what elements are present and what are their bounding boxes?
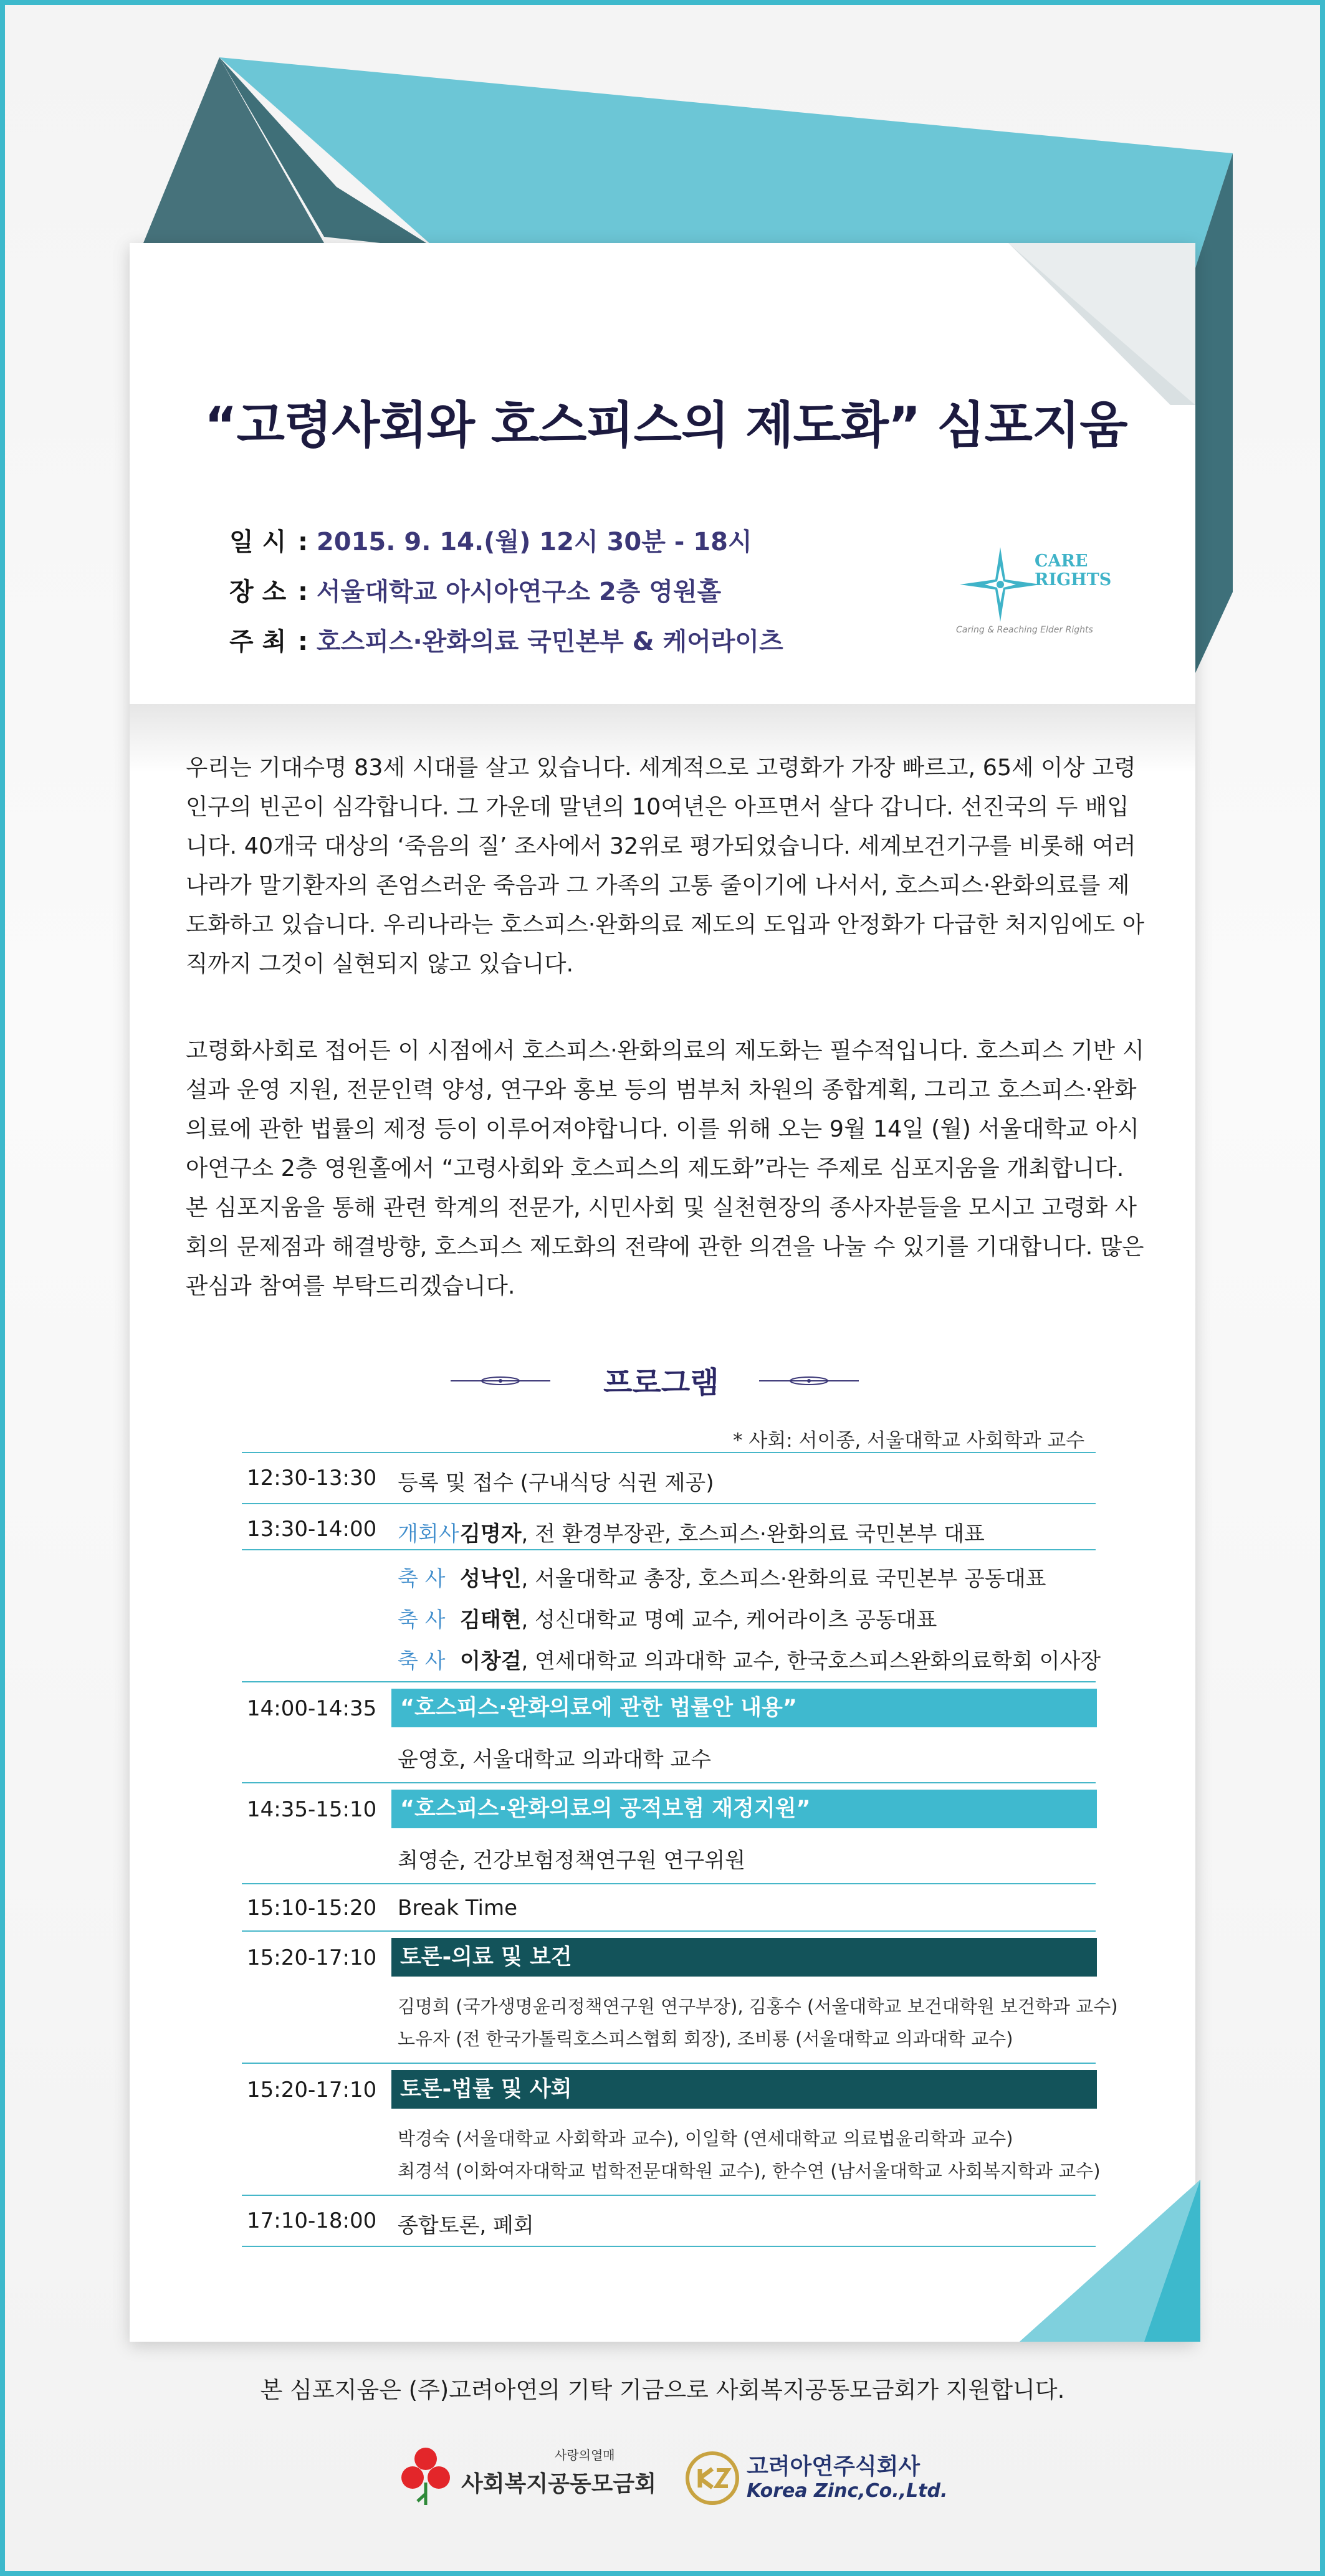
sponsor1-name: 사회복지공동모금회 [461,2471,656,2497]
schedule-row-discussion-legal [242,2064,1101,2196]
row-text: 등록 및 접수 (구내식당 식권 제공) [398,1471,714,1496]
congrats-1 [398,1562,1046,1592]
info-colon: : [298,578,317,606]
congrats-3 [398,1644,1101,1674]
congrats-name: 김태현 [460,1608,522,1633]
row-time: 14:35-15:10 [247,1797,377,1822]
opening-name: 김명자 [460,1522,522,1547]
program-heading [130,1358,1195,1402]
ornament-right-icon [759,1375,859,1387]
poster-card [130,243,1195,2342]
congrats-label: 축 사 [398,1567,446,1591]
sponsor2-english-name: Korea Zinc,Co.,Ltd. [747,2480,948,2502]
schedule-row-registration [242,1453,1096,1504]
congrats-label: 축 사 [398,1649,446,1674]
sponsor2-name: 고려아연주식회사 [747,2454,921,2479]
info-row-date [229,517,783,567]
care-rights-logo [954,541,1147,647]
session-topic-bar: “호스피스·완화의료의 공적보험 재정지원” [391,1790,1097,1828]
discussion-topic-bar: 토론-의료 및 보건 [391,1938,1097,1977]
schedule-row-discussion-medical [242,1932,1118,2064]
schedule-row-session-1 [242,1682,1096,1783]
info-colon: : [298,627,317,656]
intro-paragraph-2: 고령화사회로 접어든 이 시점에서 호스피스·완화의료의 제도화는 필수적입니다. 호스피스 기반 시설과 운영 지원, 전문인력 양성, 연구와 홍보 등의 범부처 차원의 종합계획, 그리고 호스피스·완화의료에 관한 법률의 제정 등이 이루어져야합니다. 이를 위해 오는 9월 14일 (월) 서울대학교 아시아연구소 2층 영원홀에서 “고령사회와 호스피스의 제도화”라는 주제로 심포지움을 개최합니다. 본 심포지움을 통해 관련 학계의 전문가, 시민사회 및 실천현장의 종사자분들을 모시고 고령화 사회의 문제점과 해결방향, 호스피스 제도화의 전략에 관한 의견을 나눌 수 있기를 기대합니다. 많은 관심과 참여를 부탁드리겠습니다. [186,1037,1144,1299]
info-value-date: 2015. 9. 14.(월) 12시 30분 - 18시 [316,528,752,556]
panel-line-2: 최경석 (이화여자대학교 법학전문대학원 교수), 한수연 (남서울대학교 사회복지학과 교수) [398,2160,1101,2182]
moderator-note: * 사회: 서이종, 서울대학교 사회학과 교수 [733,1429,1085,1452]
care-word: CARE [1035,551,1088,571]
schedule-row-opening [242,1504,1101,1682]
congrats-name: 이창걸 [460,1649,522,1674]
session-topic-bar: “호스피스·완화의료에 관한 법률안 내용” [391,1689,1097,1727]
schedule-row-session-2 [242,1783,1096,1884]
event-info [229,517,783,667]
compass-star-icon [954,541,1047,628]
header-fold-corner [1008,243,1195,405]
congrats-rest: , 연세대학교 의과대학 교수, 한국호스피스완화의료학회 이사장 [521,1649,1101,1674]
info-value-host: 호스피스·완화의료 국민본부 & 케어라이츠 [316,627,783,656]
congrats-name: 성낙인 [460,1567,522,1591]
panel-line-2: 노유자 (전 한국가톨릭호스피스협회 회장), 조비룡 (서울대학교 의과대학 교수) [398,2028,1013,2049]
info-label-place: 장 소 [229,578,287,606]
ornament-left-icon [451,1375,550,1387]
row-time: 15:20-17:10 [247,2077,377,2102]
info-label-date: 일 시 [229,528,287,556]
row-time: 12:30-13:30 [247,1466,377,1491]
bottom-corner-decoration [1020,2180,1200,2342]
love-fruit-icon [399,2445,452,2507]
rights-word: RIGHTS [1035,570,1112,589]
congrats-label: 축 사 [398,1608,446,1633]
row-time: 13:30-14:00 [247,1517,377,1542]
info-row-host [229,617,783,667]
info-colon: : [298,528,317,556]
row-time: 15:10-15:20 [247,1896,377,1920]
care-rights-tagline: Caring & Reaching Elder Rights [956,625,1093,635]
discussion-topic-bar: 토론-법률 및 사회 [391,2070,1097,2109]
row-text: Break Time [398,1896,518,1920]
row-time: 17:10-18:00 [247,2208,377,2233]
page-title: “고령사회와 호스피스의 제도화” 심포지움 [204,396,1127,454]
program-title: 프로그램 [603,1365,719,1400]
care-rights-wordmark [1035,552,1111,589]
intro-paragraph-1: 우리는 기대수명 83세 시대를 살고 있습니다. 세계적으로 고령화가 가장 빠르고, 65세 이상 고령 인구의 빈곤이 심각합니다. 그 가운데 말년의 10여년은 아프면서 살다 갑니다. 선진국의 두 배입니다. 40개국 대상의 ‘죽음의 질’ 조사에서 32위로 평가되었습니다. 세계보건기구를 비롯해 여러 나라가 말기환자의 존엄스러운 죽음과 그 가족의 고통 줄이기에 나서서, 호스피스·완화의료를 제도화하고 있습니다. 우리나라는 호스피스·완화의료 제도의 도입과 안정화가 다급한 처지임에도 아직까지 그것이 실현되지 않고 있습니다. [186,754,1144,977]
session-speaker: 윤영호, 서울대학교 의과대학 교수 [398,1747,712,1772]
community-chest-logo [399,2445,656,2514]
info-label-host: 주 최 [229,627,287,656]
program-schedule [242,1452,1118,2247]
session-speaker: 최영순, 건강보험정책연구원 연구위원 [398,1848,745,1873]
korea-zinc-emblem-icon [684,2450,740,2506]
panel-line-1: 박경숙 (서울대학교 사회학과 교수), 이일학 (연세대학교 의료법윤리학과 교수) [398,2128,1013,2149]
card-header [130,243,1195,704]
sponsorship-note: 본 심포지움은 (주)고려아연의 기탁 기금으로 사회복지공동모금회가 지원합니다. [260,2377,1065,2403]
sponsor1-small-text: 사랑의열매 [555,2448,615,2463]
opening-rest: , 전 환경부장관, 호스피스·완화의료 국민본부 대표 [521,1522,985,1547]
congrats-rest: , 서울대학교 총장, 호스피스·완화의료 국민본부 공동대표 [521,1567,1046,1591]
korea-zinc-logo [684,2445,948,2514]
congrats-2 [398,1603,937,1633]
panel-line-1: 김명희 (국가생명윤리정책연구원 연구부장), 김홍수 (서울대학교 보건대학원 보건학과 교수) [398,1996,1118,2017]
schedule-row-closing [242,2196,1096,2247]
opening-address [398,1517,985,1547]
info-value-place: 서울대학교 아시아연구소 2층 영원홀 [316,578,722,606]
row-time: 14:00-14:35 [247,1696,377,1721]
info-row-place [229,567,783,617]
opening-label: 개회사 [398,1522,459,1547]
row-time: 15:20-17:10 [247,1945,377,1970]
row-text: 종합토론, 폐회 [398,2213,534,2238]
congrats-rest: , 성신대학교 명예 교수, 케어라이츠 공동대표 [521,1608,937,1633]
row-inner-rule [242,1549,1096,1550]
schedule-row-break [242,1884,1096,1932]
